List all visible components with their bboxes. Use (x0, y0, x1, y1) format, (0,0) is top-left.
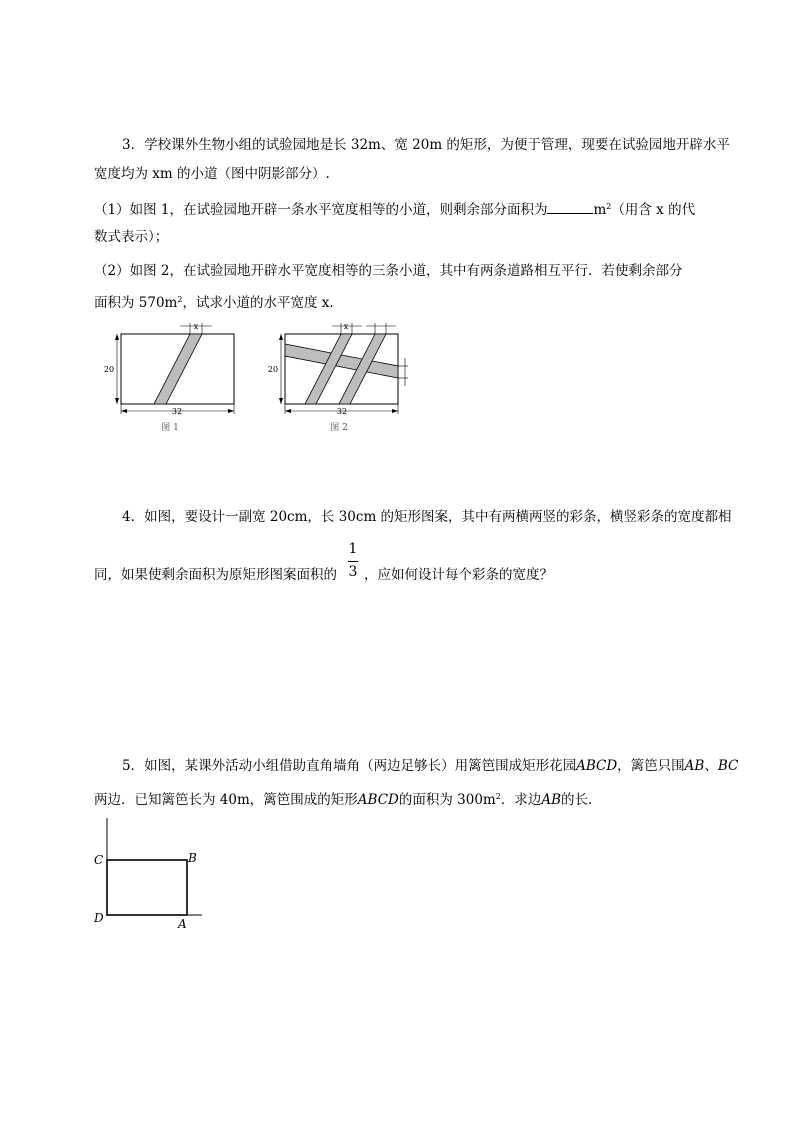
fig2-label-32: 32 (336, 407, 348, 416)
q3-part2-text-b: ，试求小道的水平宽度 x. (182, 295, 334, 311)
q4-frac-bar (348, 561, 358, 562)
fig2-caption: 图 2 (330, 423, 348, 433)
label-A: A (178, 917, 187, 930)
q5-line1: 5．如图，某课外活动小组借助直角墙角（两边足够长）用篱笆围成矩形花园ABCD，篱笆只围AB、BC (122, 758, 739, 774)
fig1-path (154, 334, 202, 404)
answer-blank[interactable] (547, 201, 593, 214)
garden-rect (107, 860, 187, 915)
fig2-label-20: 20 (267, 365, 279, 374)
q3-part1-text-b: （用含 x 的代 (611, 202, 696, 218)
q4-line2-b: ，应如何设计每个彩条的宽度？ (364, 567, 553, 583)
q3-part2-line2 (94, 291, 334, 312)
q3-part2-sup: 2 (177, 295, 183, 304)
q3-part1-sup: 2 (606, 202, 612, 211)
figure-1 (100, 318, 250, 438)
q3-part2-line1: （2）如图 2，在试验园地开辟水平宽度相等的三条小道，其中有两条道路相互平行．若使剩余部分 (94, 263, 683, 279)
figure-2 (266, 318, 416, 438)
label-D: D (94, 911, 104, 925)
q4-line1: 4．如图，要设计一副宽 20cm，长 30cm 的矩形图案，其中有两横两竖的彩条，横竖彩条的宽度都相 (122, 509, 732, 525)
fig1-label-20: 20 (103, 365, 115, 374)
q5-line2: 两边．已知篱笆长为 40m，篱笆围成的矩形ABCD的面积为 $300m^2$．求边AB的长． (94, 792, 602, 808)
q4-frac-num: 1 (348, 541, 358, 557)
q3-line2: 宽度均为 xm 的小道（图中阴影部分）. (94, 166, 330, 182)
q3-part1-text: （1）如图 1，在试验园地开辟一条水平宽度相等的小道，则剩余部分面积为 (94, 202, 548, 218)
fig1-label-x: x (193, 322, 199, 331)
q3-part1-unit: m (593, 202, 607, 218)
q4-frac-den: 3 (348, 564, 358, 580)
q3-part1-line2: 数式表示）； (94, 229, 169, 245)
q4-line2-a: 同，如果使剩余面积为原矩形图案面积的 (94, 567, 337, 583)
q3-part2-text: 面积为 570m (94, 295, 178, 311)
q3-part1 (94, 198, 695, 219)
fig2-label-x: x (343, 322, 349, 331)
label-C: C (94, 853, 104, 867)
q3-line1: 3．学校课外生物小组的试验园地是长 32m、宽 20m 的矩形，为便于管理，现要在试验园地开辟水平 (122, 137, 730, 153)
fig1-label-32: 32 (171, 407, 183, 416)
figure-q5 (90, 818, 210, 930)
fig1-caption: 图 1 (161, 423, 179, 433)
label-B: B (188, 851, 197, 865)
